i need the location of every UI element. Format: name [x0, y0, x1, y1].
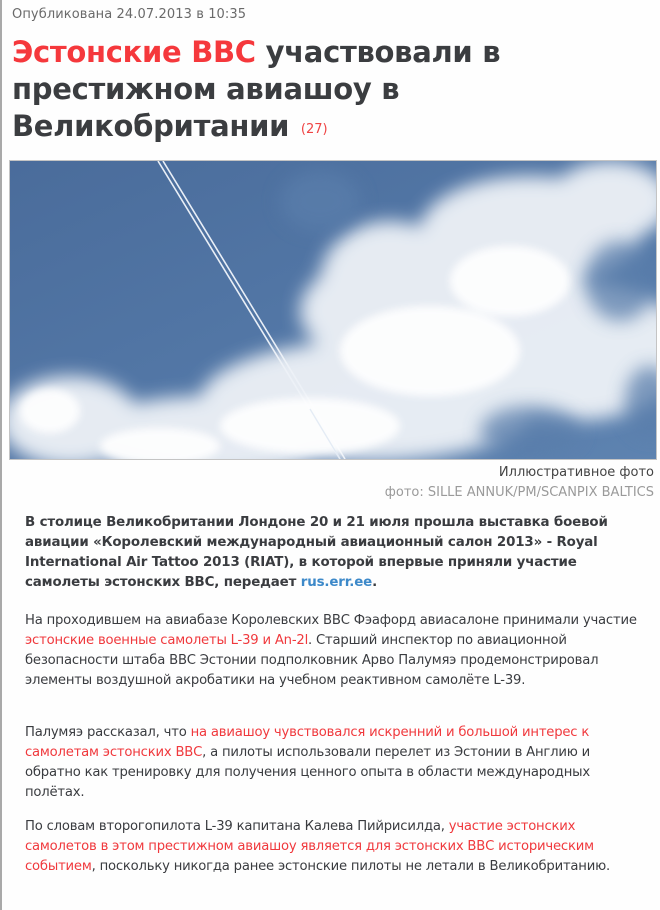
lead-text: В столице Великобритании Лондоне 20 и 21 июля прошла выставка боевой авиации «Королевский международный авиационный салон 2013» - Royal International Air Tattoo 2013 (RIAT), в которой впервые приняли участие самолеты эстонских ВВС, передает [25, 515, 608, 590]
highlighted-quote: участие эстонских самолетов в этом престижном авиашоу является для эстонских ВВС историческим событием [25, 819, 594, 874]
article-paragraph [25, 817, 645, 877]
highlighted-quote: на авиашоу чувствовался искренний и большой интерес к самолетам эстонских ВВС [25, 725, 590, 760]
highlighted-quote: эстонские военные самолеты L-39 и An-2l [25, 633, 309, 648]
comment-count-link[interactable]: (27) [300, 122, 328, 137]
source-link[interactable]: rus.err.ee [300, 575, 373, 590]
article-photo [9, 160, 657, 460]
photo-credit: фото: SILLE ANNUK/PM/SCANPIX BALTICS [384, 485, 654, 500]
paragraph-text: На проходившем на авиабазе Королевских ВВС Фэафорд авиасалоне принимали участие [25, 613, 637, 628]
publish-date: Опубликована 24.07.2013 в 10:35 [12, 7, 247, 22]
title-accent: Эстонские ВВС [12, 35, 256, 69]
lead-end: . [372, 575, 377, 590]
sky-photo-image [10, 161, 656, 459]
paragraph-text: По словам второгопилота L-39 капитана Калева Пийрисилда, [25, 819, 449, 834]
paragraph-text: . Старший инспектор по авиационной безопасности штаба ВВС Эстонии подполковник Арво Палумяэ продемонстрировал элементы воздушной акробатики на учебном реактивном самолёте L-39. [25, 633, 599, 688]
article-lead [25, 513, 635, 593]
title-rest: участвовали в престижном авиашоу в Великобритании [12, 35, 501, 143]
paragraph-text: , поскольку никогда ранее эстонские пилоты не летали в Великобританию. [91, 859, 610, 874]
paragraph-text: , а пилоты использовали перелет из Эстонии в Англию и обратно как тренировку для получения ценного опыта в области международных полётах. [25, 745, 590, 800]
paragraph-text: Палумяэ рассказал, что [25, 725, 191, 740]
photo-caption: Иллюстративное фото [498, 465, 654, 480]
photo-caption-block [385, 463, 654, 503]
article-paragraph [25, 723, 645, 803]
article-title [12, 34, 642, 151]
article-paragraph [25, 611, 645, 691]
